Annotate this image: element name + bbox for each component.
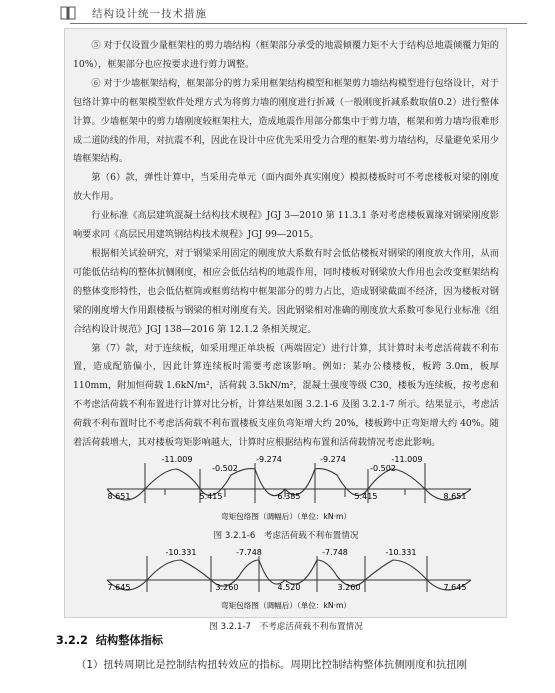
moment-label: 8.651	[107, 491, 131, 501]
moment-diagram-2	[73, 548, 499, 616]
body-text-line: （1）扭转周期比是控制结构扭转效应的指标。周期比控制结构整体抗侧刚度和抗扭刚	[76, 659, 468, 671]
moment-label: 6.385	[277, 491, 301, 501]
moment-label: 3.260	[337, 582, 361, 592]
moment-label: -0.502	[212, 463, 238, 473]
book-icon	[60, 5, 76, 21]
paragraph-5: ⑤ 对于仅设置少量框架柱的剪力墙结构（框架部分承受的地震倾覆力矩不大于结构总地震倾覆力矩的10%），框架部分也应按要求进行剪力调整。	[73, 40, 499, 70]
running-header-title: 结构设计统一技术措施	[92, 8, 207, 20]
paragraph-6: ⑥ 对于少墙框架结构，框架部分的剪力采用框架结构模型和框架剪力墙结构模型进行包络设计，对于包络计算中的框架模型软件处理方式为将剪力墙的刚度进行折减（一般刚度折减系数取值0.2）进行整体计算。少墙框架中的剪力墙刚度较框架柱大，造成地震作用部分都集中于剪力墙，框架和剪力墙均很难形成二道防线的作用，对抗震不利，因此在设计中应优先采用受力合理的框架-剪力墙结构，尽量避免采用少墙框架结构。	[73, 77, 499, 165]
moment-label: 7.645	[107, 582, 131, 592]
section-heading	[56, 632, 163, 648]
moment-label: -9.274	[256, 454, 282, 464]
moment-diagram-1	[73, 455, 499, 525]
moment-label: -11.009	[391, 454, 423, 464]
figure-caption-2: 图 3.2.1-7 不考虑活荷载不利布置情况	[209, 621, 363, 632]
section-number: 3.2.2	[56, 634, 88, 647]
moment-label: -10.331	[165, 547, 197, 557]
moment-label: -11.009	[161, 454, 193, 464]
moment-label: -7.748	[236, 547, 262, 557]
moment-label: 5.415	[199, 491, 223, 501]
moment-label: 4.520	[277, 582, 301, 592]
moment-label: -7.748	[322, 547, 348, 557]
commentary-content	[73, 37, 499, 637]
moment-label: -0.502	[370, 463, 396, 473]
figure-caption-1: 图 3.2.1-6 考虑活荷载不利布置情况	[213, 530, 359, 541]
diagram-legend: 弯矩包络图（调幅后）（单位：kN·m）	[221, 511, 351, 521]
moment-label: -10.331	[385, 547, 417, 557]
moment-label: 3.260	[215, 582, 239, 592]
moment-label: 7.645	[443, 582, 467, 592]
diagram-legend: 弯矩包络图（调幅后）（单位：kN·m）	[221, 600, 351, 610]
paragraph-research: 根据相关试验研究，对于钢梁采用固定的刚度放大系数有时会低估楼板对钢梁的刚度放大作用，从而可能低估结构的整体抗侧刚度，相应会低估结构的地震作用，同时楼板对钢梁放大作用也会改变框架结构的整体变形特性，也会低估框筒或框剪结构中框架部分的剪力占比，造成钢梁截面不经济，因为楼板对钢梁的刚度增大作用跟楼板与钢梁的相对刚度有关。因此钢梁相对准确的刚度放大系数可参见行业标准《组合结构设计规范》JGJ 138—2016 第 12.1.2 条相关规定。	[73, 247, 499, 335]
moment-label: -9.274	[320, 454, 346, 464]
section-title: 结构整体指标	[95, 634, 163, 647]
moment-label: 5.415	[354, 491, 378, 501]
paragraph-standard: 行业标准《高层建筑混凝土结构技术规程》JGJ 3—2010 第 11.3.1 条对考虑楼板翼缘对钢梁刚度影响要求同《高层民用建筑钢结构技术规程》JGJ 99—2015。	[73, 210, 499, 241]
paragraph-item-6: 第（6）款，弹性计算中，当采用壳单元（面内面外真实刚度）模拟楼板时可不考虑楼板对梁的刚度放大作用。	[73, 172, 499, 203]
paragraph-item-7: 第（7）款，对于连续板，如采用理正单块板（两端固定）进行计算，其计算时未考虑活荷载不利布置，造成配筋偏小，因此计算连续板时需要考虑该影响。例如：某办公楼楼板，板跨 3.0m，板厚 110mm，附加恒荷载 1.6kN/m²，活荷载 3.5kN/m²，混凝土强度等级 C30，楼板为连续板，按考虑和不考虑活荷载不利布置进行计算对比分析，计算结果如图 3.2.1-6 及图 3.2.1-7 所示。结果显示，考虑活荷载不利布置时比不考虑活荷载不利布置楼板支座负弯矩增大约 20%，楼板跨中正弯矩增大约 40%。随着活荷载增大，其对楼板弯矩影响越大，计算时应根据结构布置和活荷载情况考虑此影响。	[73, 342, 499, 449]
header-rule	[70, 23, 527, 24]
moment-label: 8.651	[443, 491, 467, 501]
